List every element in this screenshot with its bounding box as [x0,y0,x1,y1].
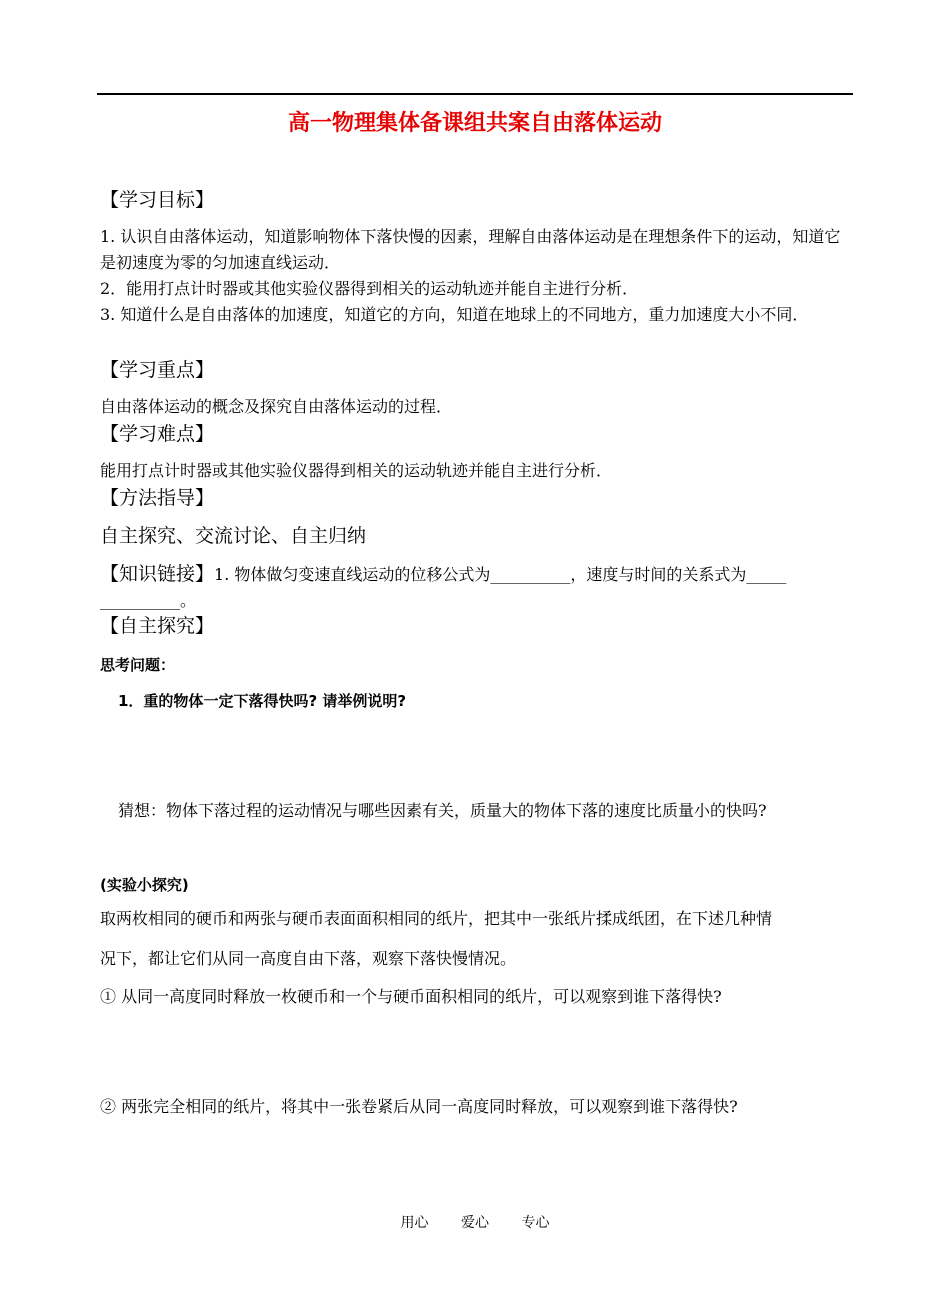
method-heading: 【方法指导】 [100,487,215,509]
goal-item-2: 2．能用打点计时器或其他实验仪器得到相关的运动轨迹并能自主进行分析． [100,279,639,298]
header-rule [97,93,853,95]
document-title: 高一物理集体备课组共案自由落体运动 [287,111,662,136]
knowledge-link-line [100,560,856,588]
experiment-intro-line-2: 况下，都让它们从同一高度自由下落，观察下落快慢情况。 [100,949,517,968]
footer-word-1: 用心 [400,1215,429,1231]
thinking-label: 思考问题： [100,656,176,674]
key-points-text: 自由落体运动的概念及探究自由落体运动的过程． [100,397,453,416]
footer-word-3: 专心 [521,1215,550,1231]
experiment-question-2: ② 两张完全相同的纸片，将其中一张卷紧后从同一高度同时释放，可以观察到谁下落得快? [100,1097,738,1116]
experiment-question-1: ① 从同一高度同时释放一枚硬币和一个与硬币面积相同的纸片，可以观察到谁下落得快? [100,987,722,1006]
difficulties-text: 能用打点计时器或其他实验仪器得到相关的运动轨迹并能自主进行分析． [100,461,613,480]
footer-word-2: 爱心 [461,1215,489,1231]
goal-item-3: 3. 知道什么是自由落体的加速度，知道它的方向，知道在地球上的不同地方，重力加速度大小不同． [100,305,809,324]
goal-item-1: 1. 认识自由落体运动，知道影响物体下落快慢的因素，理解自由落体运动是在理想条件下的运动，知道它是初速度为零的匀加速直线运动． [100,227,841,272]
guess-text: 猜想：物体下落过程的运动情况与哪些因素有关，质量大的物体下落的速度比质量小的快吗? [118,801,767,820]
knowledge-link-question: 1. 物体做匀变速直线运动的位移公式为__________，速度与时间的关系式为_____ [214,565,787,584]
knowledge-link-line-2: __________。 [100,591,197,610]
key-points-heading: 【学习重点】 [100,359,215,381]
knowledge-link-heading: 【知识链接】 [100,563,215,585]
experiment-intro-line-1: 取两枚相同的硬币和两张与硬币表面面积相同的纸片，把其中一张纸片揉成纸团，在下述几种情 [100,909,773,928]
self-explore-heading: 【自主探究】 [100,615,215,637]
thinking-question-1: 1．重的物体一定下落得快吗? 请举例说明? [118,692,407,710]
method-text: 自主探究、交流讨论、自主归纳 [100,525,367,547]
experiment-label: (实验小探究) [100,876,189,894]
page-footer [0,1212,950,1232]
difficulties-heading: 【学习难点】 [100,423,215,445]
goals-heading: 【学习目标】 [100,189,215,211]
